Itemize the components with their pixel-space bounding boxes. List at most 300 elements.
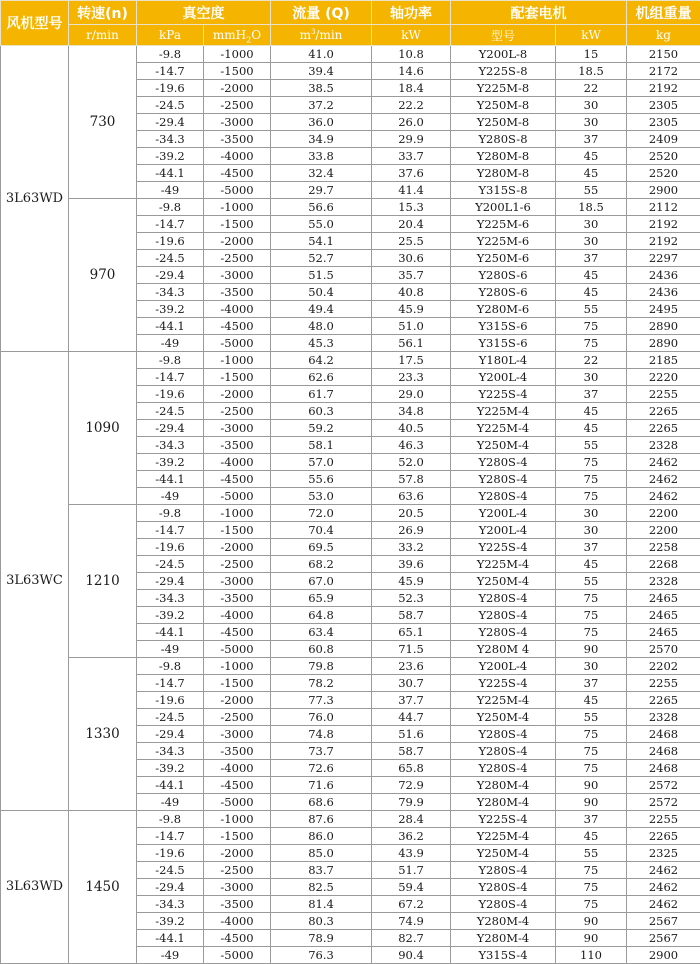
shaft-power-cell: 56.1 — [372, 335, 451, 352]
motor-model-cell: Y280S-4 — [451, 896, 556, 913]
shaft-power-cell: 29.9 — [372, 131, 451, 148]
flow-cell: 39.4 — [271, 63, 372, 80]
motor-model-cell: Y200L-8 — [451, 46, 556, 63]
motor-model-cell: Y225S-4 — [451, 675, 556, 692]
vacuum-kpa-cell: -24.5 — [137, 97, 204, 114]
flow-cell: 71.6 — [271, 777, 372, 794]
flow-cell: 64.8 — [271, 607, 372, 624]
motor-model-cell: Y225M-4 — [451, 556, 556, 573]
vacuum-mmh2o-cell: -1500 — [204, 522, 271, 539]
motor-model-cell: Y250M-6 — [451, 250, 556, 267]
shaft-power-cell: 29.0 — [372, 386, 451, 403]
flow-cell: 69.5 — [271, 539, 372, 556]
flow-cell: 57.0 — [271, 454, 372, 471]
vacuum-kpa-cell: -14.7 — [137, 522, 204, 539]
shaft-power-cell: 74.9 — [372, 913, 451, 930]
flow-cell: 70.4 — [271, 522, 372, 539]
vacuum-kpa-cell: -19.6 — [137, 233, 204, 250]
motor-power-cell: 75 — [556, 624, 627, 641]
weight-cell: 2305 — [627, 114, 700, 131]
vacuum-kpa-cell: -14.7 — [137, 216, 204, 233]
vacuum-mmh2o-cell: -2000 — [204, 692, 271, 709]
flow-cell: 37.2 — [271, 97, 372, 114]
shaft-power-cell: 65.8 — [372, 760, 451, 777]
vacuum-kpa-cell: -19.6 — [137, 539, 204, 556]
vacuum-mmh2o-cell: -4500 — [204, 471, 271, 488]
motor-power-cell: 15 — [556, 46, 627, 63]
flow-cell: 33.8 — [271, 148, 372, 165]
motor-power-cell: 75 — [556, 879, 627, 896]
table-row — [1, 46, 700, 63]
vacuum-mmh2o-cell: -1000 — [204, 658, 271, 675]
shaft-power-cell: 23.6 — [372, 658, 451, 675]
motor-power-cell: 30 — [556, 114, 627, 131]
vacuum-mmh2o-cell: -2000 — [204, 80, 271, 97]
weight-cell: 2255 — [627, 675, 700, 692]
shaft-power-cell: 23.3 — [372, 369, 451, 386]
shaft-power-cell: 10.8 — [372, 46, 451, 63]
motor-power-cell: 45 — [556, 267, 627, 284]
shaft-power-cell: 33.7 — [372, 148, 451, 165]
motor-power-cell: 55 — [556, 709, 627, 726]
vacuum-kpa-cell: -14.7 — [137, 675, 204, 692]
vacuum-kpa-cell: -9.8 — [137, 811, 204, 828]
vacuum-mmh2o-cell: -4500 — [204, 165, 271, 182]
flow-cell: 49.4 — [271, 301, 372, 318]
shaft-power-cell: 37.7 — [372, 692, 451, 709]
weight-cell: 2305 — [627, 97, 700, 114]
vacuum-mmh2o-cell: -4500 — [204, 318, 271, 335]
weight-cell: 2265 — [627, 403, 700, 420]
vacuum-kpa-cell: -34.3 — [137, 896, 204, 913]
speed-cell: 1090 — [69, 352, 137, 505]
weight-cell: 2328 — [627, 437, 700, 454]
flow-cell: 36.0 — [271, 114, 372, 131]
weight-cell: 2325 — [627, 845, 700, 862]
motor-model-cell: Y200L-4 — [451, 658, 556, 675]
motor-power-cell: 55 — [556, 573, 627, 590]
motor-model-cell: Y250M-4 — [451, 845, 556, 862]
motor-model-cell: Y280M 4 — [451, 641, 556, 658]
flow-cell: 60.8 — [271, 641, 372, 658]
shaft-power-cell: 82.7 — [372, 930, 451, 947]
vacuum-mmh2o-cell: -2000 — [204, 386, 271, 403]
fan-model-cell: 3L63WD — [1, 811, 69, 964]
table-body — [1, 46, 700, 964]
weight-cell: 2297 — [627, 250, 700, 267]
motor-power-cell: 45 — [556, 284, 627, 301]
motor-model-cell: Y225M-4 — [451, 692, 556, 709]
flow-cell: 76.0 — [271, 709, 372, 726]
flow-cell: 34.9 — [271, 131, 372, 148]
weight-cell: 2192 — [627, 233, 700, 250]
vacuum-mmh2o-cell: -3500 — [204, 437, 271, 454]
motor-model-cell: Y225M-4 — [451, 403, 556, 420]
motor-power-cell: 55 — [556, 845, 627, 862]
motor-power-cell: 75 — [556, 726, 627, 743]
vacuum-kpa-cell: -24.5 — [137, 709, 204, 726]
vacuum-kpa-cell: -29.4 — [137, 879, 204, 896]
flow-cell: 53.0 — [271, 488, 372, 505]
motor-power-cell: 18.5 — [556, 199, 627, 216]
vacuum-kpa-cell: -19.6 — [137, 386, 204, 403]
motor-model-cell: Y280M-4 — [451, 794, 556, 811]
shaft-power-cell: 57.8 — [372, 471, 451, 488]
vacuum-kpa-cell: -49 — [137, 641, 204, 658]
weight-cell: 2462 — [627, 862, 700, 879]
motor-power-cell: 37 — [556, 250, 627, 267]
motor-model-cell: Y315S-6 — [451, 318, 556, 335]
vacuum-kpa-cell: -44.1 — [137, 471, 204, 488]
shaft-power-cell: 43.9 — [372, 845, 451, 862]
table-row — [1, 199, 700, 216]
shaft-power-cell: 33.2 — [372, 539, 451, 556]
vacuum-kpa-cell: -24.5 — [137, 250, 204, 267]
flow-cell: 61.7 — [271, 386, 372, 403]
motor-model-cell: Y225S-4 — [451, 386, 556, 403]
weight-cell: 2265 — [627, 828, 700, 845]
flow-cell: 72.0 — [271, 505, 372, 522]
vacuum-mmh2o-cell: -1500 — [204, 828, 271, 845]
weight-cell: 2890 — [627, 318, 700, 335]
shaft-power-cell: 59.4 — [372, 879, 451, 896]
motor-model-cell: Y280M-4 — [451, 930, 556, 947]
weight-cell: 2258 — [627, 539, 700, 556]
shaft-power-cell: 90.4 — [372, 947, 451, 964]
table-row — [1, 658, 700, 675]
motor-model-cell: Y200L1-6 — [451, 199, 556, 216]
weight-cell: 2465 — [627, 607, 700, 624]
motor-power-cell: 75 — [556, 318, 627, 335]
unit-mmh2o-sub: 2 — [246, 35, 251, 44]
motor-model-cell: Y280S-4 — [451, 879, 556, 896]
vacuum-mmh2o-cell: -5000 — [204, 488, 271, 505]
shaft-power-cell: 26.0 — [372, 114, 451, 131]
vacuum-kpa-cell: -49 — [137, 182, 204, 199]
flow-cell: 72.6 — [271, 760, 372, 777]
vacuum-mmh2o-cell: -2000 — [204, 539, 271, 556]
header-flow: 流量 (Q) — [271, 1, 372, 25]
motor-model-cell: Y200L-4 — [451, 369, 556, 386]
motor-model-cell: Y280S-4 — [451, 726, 556, 743]
vacuum-mmh2o-cell: -2500 — [204, 403, 271, 420]
vacuum-mmh2o-cell: -5000 — [204, 641, 271, 658]
weight-cell: 2328 — [627, 709, 700, 726]
shaft-power-cell: 52.3 — [372, 590, 451, 607]
weight-cell: 2900 — [627, 947, 700, 964]
weight-cell: 2462 — [627, 879, 700, 896]
vacuum-kpa-cell: -9.8 — [137, 199, 204, 216]
vacuum-kpa-cell: -44.1 — [137, 165, 204, 182]
vacuum-kpa-cell: -34.3 — [137, 590, 204, 607]
motor-model-cell: Y280M-4 — [451, 777, 556, 794]
motor-model-cell: Y225S-8 — [451, 63, 556, 80]
motor-model-cell: Y280S-4 — [451, 862, 556, 879]
motor-model-cell: Y250M-4 — [451, 573, 556, 590]
weight-cell: 2462 — [627, 454, 700, 471]
speed-cell: 1450 — [69, 811, 137, 964]
vacuum-kpa-cell: -39.2 — [137, 454, 204, 471]
shaft-power-cell: 30.6 — [372, 250, 451, 267]
motor-model-cell: Y280S-4 — [451, 471, 556, 488]
vacuum-kpa-cell: -29.4 — [137, 420, 204, 437]
shaft-power-cell: 51.6 — [372, 726, 451, 743]
motor-model-cell: Y315S-8 — [451, 182, 556, 199]
vacuum-kpa-cell: -44.1 — [137, 318, 204, 335]
weight-cell: 2192 — [627, 80, 700, 97]
unit-mmh2o-pre: mmH — [213, 28, 246, 42]
weight-cell: 2900 — [627, 182, 700, 199]
motor-power-cell: 45 — [556, 148, 627, 165]
weight-cell: 2192 — [627, 216, 700, 233]
motor-model-cell: Y280S-4 — [451, 607, 556, 624]
motor-power-cell: 45 — [556, 692, 627, 709]
motor-model-cell: Y280S-6 — [451, 284, 556, 301]
vacuum-mmh2o-cell: -3000 — [204, 267, 271, 284]
vacuum-kpa-cell: -39.2 — [137, 607, 204, 624]
unit-vacuum-kpa: kPa — [137, 25, 204, 46]
vacuum-mmh2o-cell: -3000 — [204, 726, 271, 743]
vacuum-kpa-cell: -24.5 — [137, 862, 204, 879]
vacuum-kpa-cell: -14.7 — [137, 63, 204, 80]
unit-motor-power: kW — [556, 25, 627, 46]
flow-cell: 65.9 — [271, 590, 372, 607]
vacuum-kpa-cell: -49 — [137, 947, 204, 964]
vacuum-kpa-cell: -29.4 — [137, 267, 204, 284]
flow-cell: 48.0 — [271, 318, 372, 335]
motor-model-cell: Y250M-8 — [451, 114, 556, 131]
weight-cell: 2255 — [627, 811, 700, 828]
motor-model-cell: Y225M-4 — [451, 828, 556, 845]
header-shaft-power: 轴功率 — [372, 1, 451, 25]
flow-cell: 78.9 — [271, 930, 372, 947]
table-header — [1, 1, 700, 46]
flow-cell: 87.6 — [271, 811, 372, 828]
motor-power-cell: 75 — [556, 590, 627, 607]
shaft-power-cell: 65.1 — [372, 624, 451, 641]
motor-power-cell: 45 — [556, 420, 627, 437]
vacuum-kpa-cell: -39.2 — [137, 301, 204, 318]
motor-model-cell: Y280S-8 — [451, 131, 556, 148]
motor-model-cell: Y225S-4 — [451, 539, 556, 556]
shaft-power-cell: 52.0 — [372, 454, 451, 471]
shaft-power-cell: 58.7 — [372, 607, 451, 624]
motor-power-cell: 37 — [556, 539, 627, 556]
motor-model-cell: Y200L-4 — [451, 522, 556, 539]
vacuum-kpa-cell: -19.6 — [137, 692, 204, 709]
unit-power: kW — [372, 25, 451, 46]
flow-cell: 68.2 — [271, 556, 372, 573]
weight-cell: 2409 — [627, 131, 700, 148]
weight-cell: 2567 — [627, 913, 700, 930]
flow-cell: 60.3 — [271, 403, 372, 420]
weight-cell: 2268 — [627, 556, 700, 573]
vacuum-mmh2o-cell: -3500 — [204, 590, 271, 607]
speed-cell: 730 — [69, 46, 137, 199]
header-vacuum: 真空度 — [137, 1, 271, 25]
motor-power-cell: 110 — [556, 947, 627, 964]
flow-cell: 58.1 — [271, 437, 372, 454]
vacuum-mmh2o-cell: -4000 — [204, 148, 271, 165]
motor-model-cell: Y180L-4 — [451, 352, 556, 369]
flow-cell: 74.8 — [271, 726, 372, 743]
shaft-power-cell: 79.9 — [372, 794, 451, 811]
flow-cell: 85.0 — [271, 845, 372, 862]
motor-power-cell: 45 — [556, 403, 627, 420]
flow-cell: 50.4 — [271, 284, 372, 301]
vacuum-kpa-cell: -14.7 — [137, 369, 204, 386]
vacuum-mmh2o-cell: -4000 — [204, 454, 271, 471]
weight-cell: 2468 — [627, 743, 700, 760]
shaft-power-cell: 37.6 — [372, 165, 451, 182]
flow-cell: 63.4 — [271, 624, 372, 641]
speed-cell: 970 — [69, 199, 137, 352]
vacuum-kpa-cell: -29.4 — [137, 726, 204, 743]
vacuum-mmh2o-cell: -1000 — [204, 199, 271, 216]
vacuum-kpa-cell: -29.4 — [137, 114, 204, 131]
motor-power-cell: 45 — [556, 165, 627, 182]
shaft-power-cell: 45.9 — [372, 301, 451, 318]
speed-cell: 1330 — [69, 658, 137, 811]
vacuum-kpa-cell: -9.8 — [137, 658, 204, 675]
weight-cell: 2220 — [627, 369, 700, 386]
vacuum-mmh2o-cell: -2500 — [204, 709, 271, 726]
vacuum-mmh2o-cell: -1000 — [204, 505, 271, 522]
motor-power-cell: 30 — [556, 216, 627, 233]
weight-cell: 2328 — [627, 573, 700, 590]
motor-power-cell: 75 — [556, 896, 627, 913]
flow-cell: 51.5 — [271, 267, 372, 284]
motor-power-cell: 75 — [556, 471, 627, 488]
vacuum-mmh2o-cell: -4000 — [204, 913, 271, 930]
vacuum-kpa-cell: -49 — [137, 794, 204, 811]
shaft-power-cell: 34.8 — [372, 403, 451, 420]
speed-cell: 1210 — [69, 505, 137, 658]
motor-model-cell: Y280S-4 — [451, 624, 556, 641]
motor-power-cell: 75 — [556, 862, 627, 879]
weight-cell: 2462 — [627, 471, 700, 488]
motor-power-cell: 55 — [556, 301, 627, 318]
shaft-power-cell: 20.4 — [372, 216, 451, 233]
shaft-power-cell: 17.5 — [372, 352, 451, 369]
motor-power-cell: 75 — [556, 454, 627, 471]
unit-speed: r/min — [69, 25, 137, 46]
motor-model-cell: Y280S-4 — [451, 590, 556, 607]
shaft-power-cell: 20.5 — [372, 505, 451, 522]
weight-cell: 2567 — [627, 930, 700, 947]
shaft-power-cell: 36.2 — [372, 828, 451, 845]
vacuum-mmh2o-cell: -4000 — [204, 607, 271, 624]
weight-cell: 2255 — [627, 386, 700, 403]
unit-mmh2o-post: O — [251, 28, 261, 42]
vacuum-kpa-cell: -9.8 — [137, 46, 204, 63]
table-row — [1, 505, 700, 522]
flow-cell: 38.5 — [271, 80, 372, 97]
vacuum-kpa-cell: -39.2 — [137, 148, 204, 165]
motor-model-cell: Y225M-4 — [451, 420, 556, 437]
flow-cell: 68.6 — [271, 794, 372, 811]
vacuum-kpa-cell: -9.8 — [137, 505, 204, 522]
motor-power-cell: 90 — [556, 913, 627, 930]
vacuum-kpa-cell: -44.1 — [137, 777, 204, 794]
motor-model-cell: Y280S-4 — [451, 760, 556, 777]
shaft-power-cell: 51.7 — [372, 862, 451, 879]
vacuum-mmh2o-cell: -1000 — [204, 352, 271, 369]
vacuum-kpa-cell: -34.3 — [137, 284, 204, 301]
flow-cell: 32.4 — [271, 165, 372, 182]
flow-cell: 64.2 — [271, 352, 372, 369]
weight-cell: 2265 — [627, 420, 700, 437]
flow-cell: 77.3 — [271, 692, 372, 709]
motor-power-cell: 30 — [556, 233, 627, 250]
flow-cell: 29.7 — [271, 182, 372, 199]
flow-cell: 80.3 — [271, 913, 372, 930]
vacuum-kpa-cell: -39.2 — [137, 913, 204, 930]
flow-cell: 55.0 — [271, 216, 372, 233]
vacuum-mmh2o-cell: -2500 — [204, 556, 271, 573]
weight-cell: 2572 — [627, 777, 700, 794]
weight-cell: 2436 — [627, 284, 700, 301]
vacuum-kpa-cell: -49 — [137, 488, 204, 505]
weight-cell: 2468 — [627, 726, 700, 743]
motor-model-cell: Y280S-4 — [451, 488, 556, 505]
shaft-power-cell: 28.4 — [372, 811, 451, 828]
vacuum-mmh2o-cell: -4500 — [204, 930, 271, 947]
motor-power-cell: 75 — [556, 488, 627, 505]
motor-model-cell: Y315S-6 — [451, 335, 556, 352]
shaft-power-cell: 72.9 — [372, 777, 451, 794]
vacuum-mmh2o-cell: -5000 — [204, 335, 271, 352]
flow-cell: 67.0 — [271, 573, 372, 590]
shaft-power-cell: 26.9 — [372, 522, 451, 539]
motor-power-cell: 75 — [556, 743, 627, 760]
motor-model-cell: Y200L-4 — [451, 505, 556, 522]
motor-model-cell: Y250M-4 — [451, 709, 556, 726]
shaft-power-cell: 15.3 — [372, 199, 451, 216]
vacuum-mmh2o-cell: -4000 — [204, 760, 271, 777]
vacuum-kpa-cell: -19.6 — [137, 80, 204, 97]
weight-cell: 2468 — [627, 760, 700, 777]
weight-cell: 2495 — [627, 301, 700, 318]
weight-cell: 2572 — [627, 794, 700, 811]
motor-power-cell: 90 — [556, 641, 627, 658]
vacuum-mmh2o-cell: -4500 — [204, 624, 271, 641]
motor-power-cell: 37 — [556, 811, 627, 828]
vacuum-mmh2o-cell: -3500 — [204, 131, 271, 148]
unit-weight: kg — [627, 25, 700, 46]
flow-cell: 54.1 — [271, 233, 372, 250]
vacuum-kpa-cell: -34.3 — [137, 131, 204, 148]
motor-power-cell: 18.5 — [556, 63, 627, 80]
shaft-power-cell: 45.9 — [372, 573, 451, 590]
vacuum-kpa-cell: -44.1 — [137, 930, 204, 947]
weight-cell: 2202 — [627, 658, 700, 675]
vacuum-mmh2o-cell: -5000 — [204, 794, 271, 811]
flow-cell: 83.7 — [271, 862, 372, 879]
motor-power-cell: 75 — [556, 607, 627, 624]
shaft-power-cell: 67.2 — [372, 896, 451, 913]
vacuum-mmh2o-cell: -1000 — [204, 811, 271, 828]
vacuum-mmh2o-cell: -3000 — [204, 114, 271, 131]
unit-flow — [271, 25, 372, 46]
vacuum-kpa-cell: -24.5 — [137, 403, 204, 420]
unit-vacuum-mmh2o — [204, 25, 271, 46]
weight-cell: 2462 — [627, 896, 700, 913]
motor-power-cell: 30 — [556, 505, 627, 522]
motor-power-cell: 30 — [556, 658, 627, 675]
header-motor: 配套电机 — [451, 1, 627, 25]
vacuum-mmh2o-cell: -3500 — [204, 743, 271, 760]
